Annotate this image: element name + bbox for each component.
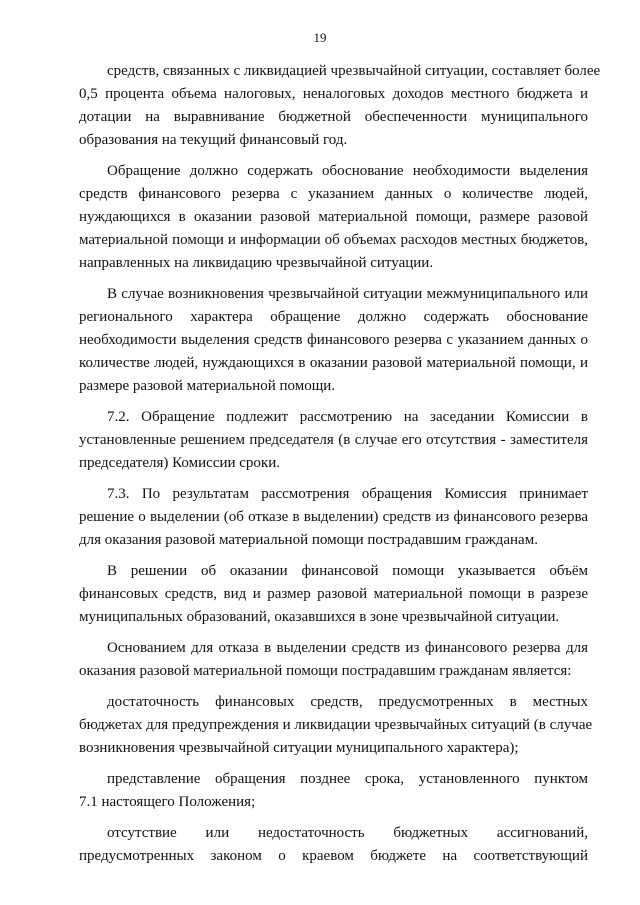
text-line: решение о выделении (об отказе в выделении) средств из финансового резерва	[79, 509, 588, 525]
text-line: средств финансового резерва с указанием данных о количестве людей,	[79, 186, 588, 202]
text-line: представление обращения позднее срока, установленного пунктом	[107, 771, 588, 787]
text-line: возникновения чрезвычайной ситуации муниципального характера);	[79, 740, 519, 756]
text-line: размере разовой материальной помощи.	[79, 378, 336, 394]
text-line: муниципальных образований, оказавшихся в зоне чрезвычайной ситуации.	[79, 609, 560, 625]
paragraph	[79, 822, 588, 868]
page-number: 19	[313, 30, 327, 45]
text-line: Обращение должно содержать обоснование необходимости выделения	[107, 163, 588, 179]
text-line: средств, связанных с ликвидацией чрезвычайной ситуации, составляет более	[107, 63, 601, 79]
text-line: достаточность финансовых средств, предусмотренных в местных	[107, 694, 588, 710]
text-line: 7.1 настоящего Положения;	[79, 794, 256, 810]
paragraph	[79, 283, 588, 398]
text-line: председателя) Комиссии сроки.	[79, 455, 280, 471]
text-line: 7.2. Обращение подлежит рассмотрению на заседании Комиссии в	[107, 409, 588, 425]
text-line: В решении об оказании финансовой помощи указывается объём	[107, 563, 588, 579]
paragraph	[79, 406, 588, 475]
text-line: необходимости выделения средств финансового резерва с указанием данных о	[79, 332, 588, 348]
text-line: 0,5 процента объема налоговых, неналоговых доходов местного бюджета и	[79, 86, 588, 102]
paragraph	[79, 768, 588, 814]
paragraph	[79, 160, 588, 275]
paragraph	[79, 60, 601, 152]
text-line: установленные решением председателя (в случае его отсутствия - заместителя	[79, 432, 588, 448]
paragraph	[79, 560, 588, 629]
paragraph	[79, 691, 593, 760]
text-line: направленных на ликвидацию чрезвычайной ситуации.	[79, 255, 434, 271]
text-line: оказания разовой материальной помощи пострадавшим гражданам является:	[79, 663, 572, 679]
text-line: регионального характера обращение должно содержать обоснование	[79, 309, 588, 325]
text-line: дотации на выравнивание бюджетной обеспеченности муниципального	[79, 109, 588, 125]
text-line: отсутствие или недостаточность бюджетных ассигнований,	[107, 825, 588, 841]
text-line: предусмотренных законом о краевом бюджете на соответствующий	[79, 848, 588, 864]
text-line: для оказания разовой материальной помощи пострадавшим гражданам.	[79, 532, 538, 548]
text-line: количестве людей, нуждающихся в оказании разовой материальной помощи, и	[79, 355, 588, 371]
text-line: материальной помощи и информации об объемах расходов местных бюджетов,	[79, 232, 588, 248]
text-line: финансовых средств, вид и размер разовой материальной помощи в разрезе	[79, 586, 588, 602]
paragraph	[79, 483, 588, 552]
paragraph	[79, 637, 588, 683]
text-line: В случае возникновения чрезвычайной ситуации межмуниципального или	[107, 286, 588, 302]
text-line: Основанием для отказа в выделении средств из финансового резерва для	[107, 640, 588, 656]
text-line: образования на текущий финансовый год.	[79, 132, 348, 148]
document-body	[79, 60, 601, 876]
text-line: 7.3. По результатам рассмотрения обращения Комиссия принимает	[107, 486, 588, 502]
text-line: нуждающихся в оказании разовой материальной помощи, размере разовой	[79, 209, 588, 225]
text-line: бюджетах для предупреждения и ликвидации чрезвычайных ситуаций (в случае	[79, 717, 593, 733]
